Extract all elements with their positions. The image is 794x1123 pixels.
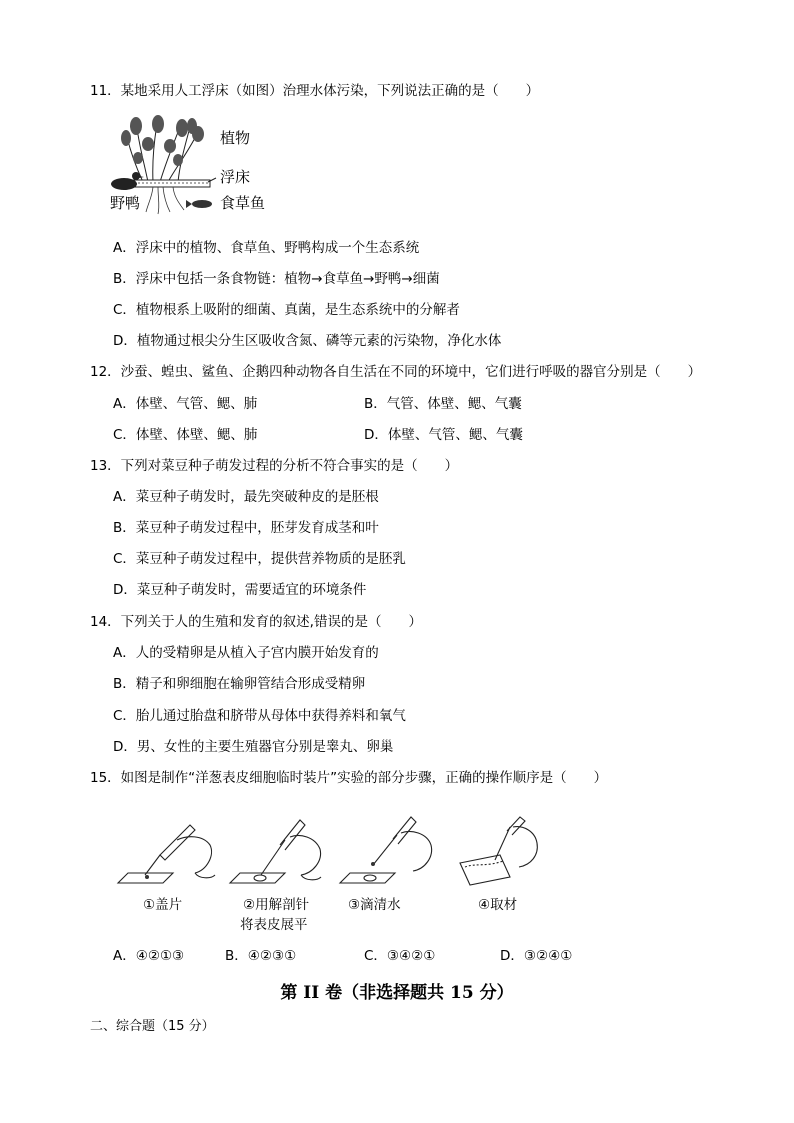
- q11-option-b: B．浮床中包括一条食物链：植物→食草鱼→野鸭→细菌: [113, 271, 440, 287]
- q15-option-b: B．④②③①: [225, 948, 297, 964]
- step-1-label: ①盖片: [143, 897, 183, 913]
- q15-option-d: D．③②④①: [500, 948, 573, 964]
- step-4-label: ④取材: [478, 897, 518, 913]
- step-2-label: ②用解剖针: [243, 897, 310, 913]
- q13-stem: 13．下列对菜豆种子萌发过程的分析不符合事实的是（ ）: [90, 458, 459, 474]
- fish-shape: [186, 200, 212, 208]
- q15-option-a: A．④②①③: [113, 948, 185, 964]
- q14-option-d: D．男、女性的主要生殖器官分别是睾丸、卵巢: [113, 739, 394, 755]
- q13-option-a: A．菜豆种子萌发时，最先突破种皮的是胚根: [113, 489, 379, 505]
- q15-stem: 15．如图是制作“洋葱表皮细胞临时装片”实验的部分步骤，正确的操作顺序是（ ）: [90, 770, 608, 786]
- q11-option-a: A．浮床中的植物、食草鱼、野鸭构成一个生态系统: [113, 240, 420, 256]
- q14-option-a: A．人的受精卵是从植入子宫内膜开始发育的: [113, 645, 379, 661]
- q15-steps-illustration: [115, 815, 545, 890]
- q13-option-b: B．菜豆种子萌发过程中，胚芽发育成茎和叶: [113, 520, 379, 536]
- q11-stem: 11．某地采用人工浮床（如图）治理水体污染，下列说法正确的是（ ）: [90, 83, 540, 99]
- q11-option-c: C．植物根系上吸附的细菌、真菌，是生态系统中的分解者: [113, 302, 460, 318]
- q11-option-d: D．植物通过根尖分生区吸收含氮、磷等元素的污染物，净化水体: [113, 333, 502, 349]
- label-plant: 植物: [220, 129, 251, 147]
- q13-option-c: C．菜豆种子萌发过程中，提供营养物质的是胚乳: [113, 551, 406, 567]
- q12-option-c: C．体壁、体壁、鳃、肺: [113, 427, 258, 443]
- q15-option-c: C．③④②①: [364, 948, 436, 964]
- q15-steps-figure: [115, 815, 545, 890]
- label-fish: 食草鱼: [220, 194, 266, 212]
- label-duck: 野鸭: [110, 194, 141, 212]
- q12-option-a: A．体壁、气管、鳃、肺: [113, 396, 258, 412]
- q13-option-d: D．菜豆种子萌发时，需要适宜的环境条件: [113, 582, 367, 598]
- float-bed-figure: [108, 112, 278, 216]
- q12-stem: 12．沙蚕、蝗虫、鲨鱼、企鹅四种动物各自生活在不同的环境中，它们进行呼吸的器官分别是（ ）: [90, 364, 702, 380]
- q14-stem: 14．下列关于人的生殖和发育的叙述,错误的是（ ）: [90, 614, 422, 630]
- step-3-label: ③滴清水: [348, 897, 401, 913]
- q14-option-b: B．精子和卵细胞在输卵管结合形成受精卵: [113, 676, 366, 692]
- step-2-label-line2: 将表皮展平: [240, 917, 308, 933]
- section2-title: 第 II 卷（非选择题共 15 分）: [280, 983, 514, 1003]
- label-float-bed: 浮床: [220, 168, 251, 186]
- q12-option-d: D．体壁、气管、鳃、气囊: [364, 427, 523, 443]
- section2-item: 二、综合题（15 分）: [90, 1019, 215, 1034]
- q12-option-b: B．气管、体壁、鳃、气囊: [364, 396, 522, 412]
- q14-option-c: C．胎儿通过胎盘和脐带从母体中获得养料和氧气: [113, 708, 406, 724]
